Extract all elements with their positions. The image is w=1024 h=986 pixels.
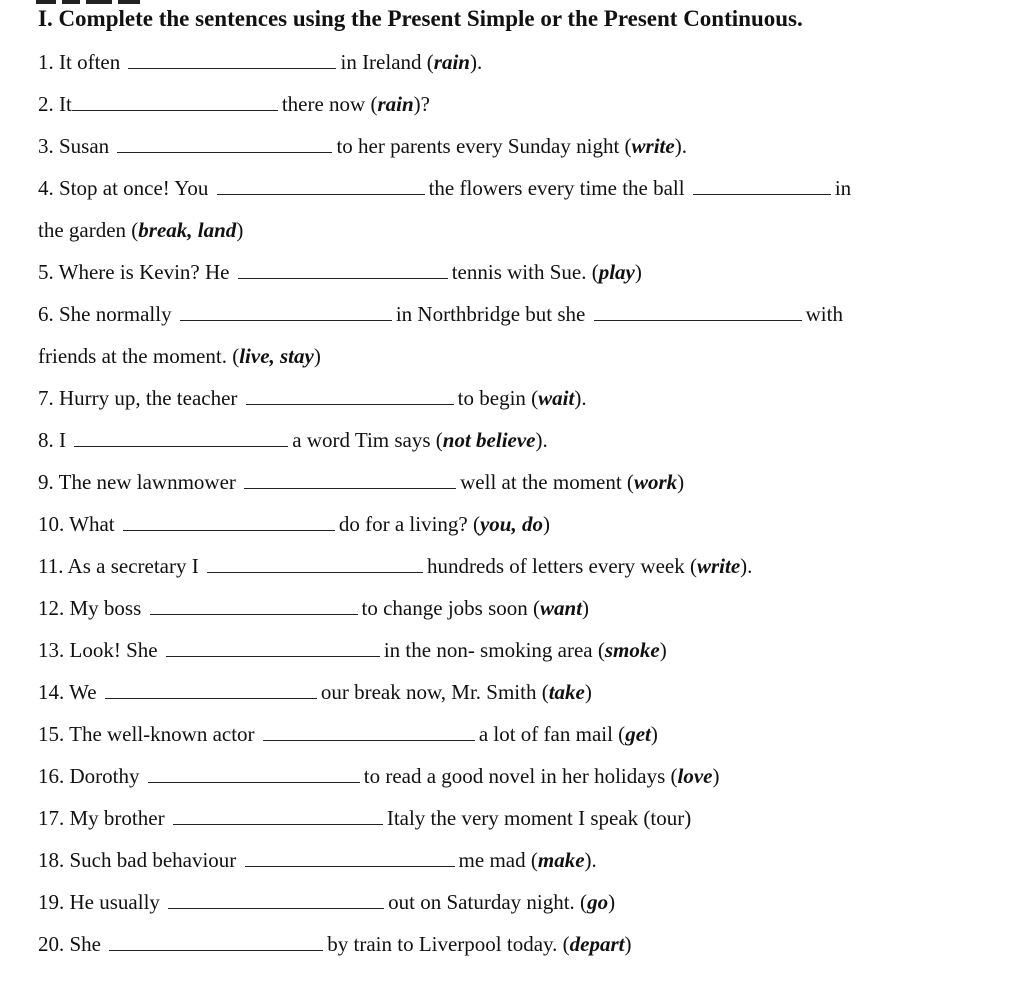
item-15-text-b: a lot of fan mail ( xyxy=(478,722,626,746)
item-8-text-c: ). xyxy=(535,428,548,452)
exercise-item-17 xyxy=(38,806,691,831)
item-8-text-b: a word Tim says ( xyxy=(292,428,443,452)
item-12-text-b: to change jobs soon ( xyxy=(361,596,541,620)
item-14-blank[interactable] xyxy=(105,697,317,699)
item-11-text-c: ). xyxy=(740,554,753,578)
item-2-text-b: there now ( xyxy=(281,92,378,116)
exercise-item-1 xyxy=(38,50,482,75)
item-19-text-a: 19. He usually xyxy=(38,890,166,914)
exercise-item-18 xyxy=(38,848,597,873)
item-7-text-b: to begin ( xyxy=(457,386,539,410)
exercise-item-3 xyxy=(38,134,687,159)
item-12-text-c: ) xyxy=(582,596,590,620)
item-6-text-d: friends at the moment. ( xyxy=(38,344,240,368)
item-5-blank[interactable] xyxy=(238,277,448,279)
item-15-text-a: 15. The well-known actor xyxy=(38,722,260,746)
item-5-text-c: ) xyxy=(634,260,642,284)
item-1-text-b: in Ireland ( xyxy=(340,50,434,74)
item-6-blank-2[interactable] xyxy=(594,319,802,321)
item-3-text-a: 3. Susan xyxy=(38,134,115,158)
item-20-text-c: ) xyxy=(624,932,632,956)
item-19-hint: go xyxy=(587,890,609,914)
item-16-text-a: 16. Dorothy xyxy=(38,764,145,788)
exercise-item-5 xyxy=(38,260,642,285)
item-9-text-b: well at the moment ( xyxy=(460,470,634,494)
item-4-blank-2[interactable] xyxy=(693,193,831,195)
item-11-text-a: 11. As a secretary I xyxy=(38,554,204,578)
item-18-text-c: ). xyxy=(584,848,597,872)
item-2-text-c: )? xyxy=(413,92,430,116)
item-18-text-b: me mad ( xyxy=(458,848,538,872)
item-20-text-a: 20. She xyxy=(38,932,107,956)
item-4-text-a: 4. Stop at once! You xyxy=(38,176,214,200)
item-4-text-b: the flowers every time the ball xyxy=(428,176,690,200)
item-3-text-c: ). xyxy=(674,134,687,158)
item-6-hint: live, stay xyxy=(239,344,314,368)
exercise-item-14 xyxy=(38,680,592,705)
item-4-text-e: ) xyxy=(236,218,244,242)
exercise-item-15 xyxy=(38,722,658,747)
item-13-hint: smoke xyxy=(604,638,660,662)
item-5-hint: play xyxy=(598,260,635,284)
item-10-hint: you, do xyxy=(479,512,543,536)
item-4-blank-1[interactable] xyxy=(217,193,425,195)
item-4-text-d: the garden ( xyxy=(38,218,139,242)
item-20-hint: depart xyxy=(569,932,625,956)
exercise-item-6 xyxy=(38,302,843,327)
item-1-hint: rain xyxy=(433,50,470,74)
item-17-text-b: Italy the very moment I speak (tour) xyxy=(386,806,692,830)
item-18-text-a: 18. Such bad behaviour xyxy=(38,848,242,872)
exercise-item-10 xyxy=(38,512,550,537)
item-9-blank[interactable] xyxy=(244,487,456,489)
item-11-text-b: hundreds of letters every week ( xyxy=(427,554,697,578)
item-12-hint: want xyxy=(540,596,583,620)
item-20-blank[interactable] xyxy=(109,949,323,951)
item-13-text-b: in the non- smoking area ( xyxy=(383,638,605,662)
item-20-text-b: by train to Liverpool today. ( xyxy=(327,932,570,956)
item-15-text-c: ) xyxy=(650,722,658,746)
item-3-blank[interactable] xyxy=(117,151,332,153)
item-8-text-a: 8. I xyxy=(38,428,72,452)
item-6-text-e: ) xyxy=(313,344,321,368)
item-7-blank[interactable] xyxy=(246,403,454,405)
item-9-text-c: ) xyxy=(677,470,685,494)
exercise-item-6-continued xyxy=(38,344,321,369)
item-3-hint: write xyxy=(631,134,675,158)
item-17-text-a: 17. My brother xyxy=(38,806,170,830)
item-3-text-b: to her parents every Sunday night ( xyxy=(336,134,632,158)
exercise-item-12 xyxy=(38,596,589,621)
page-title: I. Complete the sentences using the Present Simple or the Present Continuous. xyxy=(38,6,803,31)
item-16-text-b: to read a good novel in her holidays ( xyxy=(363,764,678,788)
item-7-text-c: ). xyxy=(574,386,587,410)
item-1-text-a: 1. It often xyxy=(38,50,126,74)
item-4-text-c: in xyxy=(834,176,852,200)
item-10-blank[interactable] xyxy=(123,529,335,531)
item-5-text-a: 5. Where is Kevin? He xyxy=(38,260,235,284)
item-7-hint: wait xyxy=(538,386,575,410)
item-18-blank[interactable] xyxy=(245,865,455,867)
exercise-item-9 xyxy=(38,470,684,495)
item-1-blank[interactable] xyxy=(128,67,336,69)
cropped-header-fragment xyxy=(36,0,156,4)
exercise-item-11 xyxy=(38,554,752,579)
item-18-hint: make xyxy=(537,848,585,872)
item-9-hint: work xyxy=(633,470,678,494)
item-14-text-c: ) xyxy=(584,680,592,704)
item-2-hint: rain xyxy=(377,92,414,116)
item-9-text-a: 9. The new lawnmower xyxy=(38,470,242,494)
exercise-item-2 xyxy=(38,92,430,117)
item-14-hint: take xyxy=(548,680,585,704)
exercise-item-8 xyxy=(38,428,548,453)
item-1-text-c: ). xyxy=(469,50,483,74)
item-11-hint: write xyxy=(696,554,741,578)
item-10-text-b: do for a living? ( xyxy=(338,512,480,536)
item-11-blank[interactable] xyxy=(207,571,423,573)
item-10-text-a: 10. What xyxy=(38,512,120,536)
item-13-blank[interactable] xyxy=(166,655,380,657)
item-2-text-a: 2. It xyxy=(38,92,72,116)
exercise-item-4-continued xyxy=(38,218,243,243)
exercise-item-20 xyxy=(38,932,632,957)
item-16-blank[interactable] xyxy=(148,781,360,783)
exercise-item-4 xyxy=(38,176,851,201)
item-13-text-a: 13. Look! She xyxy=(38,638,163,662)
item-15-blank[interactable] xyxy=(263,739,475,741)
item-2-blank[interactable] xyxy=(72,109,278,111)
item-5-text-b: tennis with Sue. ( xyxy=(451,260,599,284)
item-19-blank[interactable] xyxy=(168,907,384,909)
item-8-hint: not believe xyxy=(442,428,536,452)
item-13-text-c: ) xyxy=(659,638,667,662)
item-6-blank-1[interactable] xyxy=(180,319,392,321)
item-7-text-a: 7. Hurry up, the teacher xyxy=(38,386,243,410)
exercise-item-19 xyxy=(38,890,615,915)
item-12-blank[interactable] xyxy=(150,613,358,615)
item-10-text-c: ) xyxy=(542,512,550,536)
item-19-text-b: out on Saturday night. ( xyxy=(388,890,588,914)
item-14-text-b: our break now, Mr. Smith ( xyxy=(320,680,549,704)
item-8-blank[interactable] xyxy=(74,445,288,447)
item-6-text-b: in Northbridge but she xyxy=(395,302,591,326)
item-6-text-a: 6. She normally xyxy=(38,302,177,326)
item-16-hint: love xyxy=(677,764,713,788)
item-14-text-a: 14. We xyxy=(38,680,102,704)
item-4-hint: break, land xyxy=(138,218,237,242)
exercise-item-7 xyxy=(38,386,587,411)
item-6-text-c: with xyxy=(805,302,843,326)
item-16-text-c: ) xyxy=(712,764,720,788)
item-19-text-c: ) xyxy=(608,890,616,914)
exercise-item-13 xyxy=(38,638,667,663)
exercise-item-16 xyxy=(38,764,719,789)
item-12-text-a: 12. My boss xyxy=(38,596,147,620)
item-17-blank[interactable] xyxy=(173,823,383,825)
item-15-hint: get xyxy=(625,722,651,746)
